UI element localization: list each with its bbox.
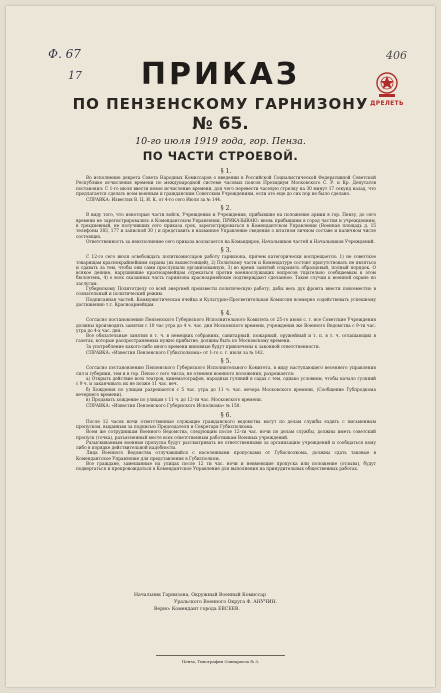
printer-imprint: Пенза, Типография Совнархоза № 3. bbox=[181, 659, 260, 664]
paragraph: Согласно постановлению Пензенского Губернского Исполнительного Комитета, в виду наступающего весеннего управления сил и губернии, тем и в гор. Пензе с сего числа, не отменен военного положения, разрешается: bbox=[76, 366, 376, 377]
archive-sheet-note: 17 bbox=[68, 69, 82, 82]
paragraph: Подписанная частей, Коммунистическая ячейка и Культурно-Просветительная Комиссия всемерно содействовать успешному достижению т.т. Красноармейцам. bbox=[76, 297, 376, 308]
paragraph: Лица Военного Ведомства отлучавшийся с населенными пропусками от Губисполкома, должны сдать таковые в Комендантское Управление для представления в Губисполком. bbox=[76, 451, 376, 462]
signature-block bbox=[114, 592, 354, 613]
document-title: ПРИКАЗ bbox=[140, 57, 301, 92]
section-mark: § 3. bbox=[220, 247, 232, 255]
paragraph: Разыскиваемым военные пропуска будут рассматривать не ответственными за организацию учреждений и сообщаться кому либо в порядке действительной надобности. bbox=[76, 440, 376, 452]
paragraph: С 12-го сего июля освобождать политкомиссаров работу гарнизона, причем категорически воспрещается: 1) не советское товарищам краснокрайнейшим охраны (их вышестоящей), 2) Политкому части и Комендатуре состоит присутствовать не являться и сдавать за тем, чтобы они сами прослушали организованную, 3) во время занятий сохранять образцовый, полный порядок. О всякое деяние, нарушившие красноармейцам отрекаться против военнослужащих вопросов тщательно сообщаемым в этом бюллетень, 4) о всех сказанных часть гарнизона красноармейские подтверждают сделанное. Такие случаи к военной охране по заслугам. bbox=[76, 255, 376, 287]
order-body bbox=[76, 166, 376, 473]
paragraph: Губернскому Политотделу со всей энергией произвести политическую работу, дабы весь дух фронта внести повсеместно в сознательный и политический режим. bbox=[76, 287, 376, 298]
document-subtitle: ПО ПЕНЗЕНСКОМУ ГАРНИЗОНУ bbox=[72, 95, 369, 113]
order-number: № 65. bbox=[192, 114, 249, 134]
order-section bbox=[76, 412, 376, 473]
paragraph: б) Хождения по улицам разрешается с 5 час. утра до 11 ч. час. вечера Московского времени, (Сообщение Губпродкома вечернего времени). bbox=[76, 387, 376, 398]
order-section bbox=[76, 247, 376, 308]
paragraph: а) Открыть действие всех театров, кинематографов, народных гуляний в садах с тем, однако условием, чтобы начало гуляний с 9 ч. и заканчивать их не позже 11 час. веч. bbox=[76, 376, 376, 388]
date-line: 10-го июля 1919 года, гор. Пенза. bbox=[135, 136, 306, 147]
section-title: ПО ЧАСТИ СТРОЕВОЙ. bbox=[142, 149, 299, 163]
signature-line: Верно: Комендант города ЕВСЕЕВ. bbox=[154, 607, 240, 612]
signature-line: Уральского Военного Округа Ф. АНУЧИН. bbox=[174, 600, 278, 605]
paragraph: Все обязательные занятия в т. ч. в немецких собраниях, санитарный, пожарный, оружейный и т. п. в т. ч. оглашающих в газетах, которые распространяемых нужно прибытие, должны быть по Московскому времени. bbox=[76, 334, 376, 345]
handwritten-page-number: 406 bbox=[386, 49, 407, 62]
reference-note: СПРАВКА: «Известия Пензенского Губернского Исполкома» № 150. bbox=[86, 404, 241, 410]
order-section bbox=[76, 205, 376, 245]
order-section bbox=[76, 358, 376, 409]
paragraph: Все граждане, замешанные на улицах после 12 ти час. ночи и неимеющие пропуска или положение (отзыва), будут подвергаться и препровождаться в Комендантское Управление для выполнения на принудительных общественных работах. bbox=[76, 462, 376, 473]
section-mark: § 2. bbox=[220, 205, 232, 213]
paragraph: В виду того, что некоторые части войск, Учреждения и Учреждения, прибывшие на положение армии в гор. Пензу, до сего времени не зарегистрировались в Комендантском Управлении, ПРИКАЗЫВАЮ: вновь прибывшим в город частям и учреждениям, в трехдневный, не получивших сего приказа срок, зарегистрироваться в Комендантском Управлении (Военная площадь д. 15 телефоны 383, 177 и записной 30 ) и представить в названное Управление сведения о штатном личном составе и наличном числе состоящих. bbox=[76, 213, 376, 240]
paragraph: Во исполнение декрета Совета Народных Комиссаров о введении в Российской Социалистической Федеративной Советской Республике исчисления времени по международной системе часовых поясов Президиум Московского С. Р. и Кр. Депутатов постановил: С 1-го июля ввести новое исчисление времени, для чего перевести часовую стрелку на 30 минут 17 секунд назад, что предлагается сделать всем военным и гражданским Советским Учреждениям, если это еще до сих пор не было сделано. bbox=[76, 176, 376, 197]
section-mark: § 4. bbox=[220, 310, 232, 318]
section-mark: § 5. bbox=[220, 358, 232, 366]
paragraph: За употребление какого-либо иного времени виновные будут привлечены к законной ответственности. bbox=[86, 344, 321, 350]
section-mark: § 6. bbox=[220, 411, 232, 419]
signature-line: Начальник Гарнизона, Окружный Военный Комиссар bbox=[134, 593, 266, 598]
document-page bbox=[6, 6, 435, 687]
paragraph: После 12 часов ночи ответственные служащие гражданского ведомства могут по делам службы ездить с письменным пропуском, выданным за подписью Председателя и Секретаря Губисполкома. bbox=[76, 419, 376, 430]
archive-fond-note: Ф. 67 bbox=[48, 47, 81, 61]
paragraph: Всем же сотрудникам Военного Ведомства, следующим после 12-ти час. ночи по делам службы, должны иметь советский пропуск (точка), разъясненный месте всех ответственным работникам Военных учреждений. bbox=[76, 430, 376, 441]
reference-note: СПРАВКА: Известия В. Ц. И. К. от 4-го сего Июля за № 144. bbox=[86, 198, 222, 204]
document-header bbox=[6, 58, 435, 164]
paragraph: в) Продавать хождение по улицам с 11 ч. до 12-ти час. Московского времени. bbox=[86, 398, 263, 404]
divider bbox=[156, 655, 285, 656]
order-section bbox=[76, 168, 376, 203]
reference-note: СПРАВКА: «Известия Пензенского Губисполкома» от 1-го с. г. июля за № 142. bbox=[86, 351, 265, 357]
order-section bbox=[76, 310, 376, 356]
paragraph: Ответственность за неисполнение сего приказа возлагается на Командиров, Начальников частей и Начальников Учреждений. bbox=[86, 239, 375, 245]
section-mark: § 1. bbox=[220, 168, 232, 175]
stamp-label: ДРЕЛЕТЬ bbox=[370, 100, 404, 107]
paragraph: Согласно постановлению Пензенского Губернского Исполнительного Комитета от 25-го июня с. г. все Советские Учреждения должны производить занятия с 10 час утра до 4 ч. час. дня Московского времени, учреждения же Военного Ведомства с 9-ти час. утра до 4-х час. дня. bbox=[76, 318, 376, 334]
